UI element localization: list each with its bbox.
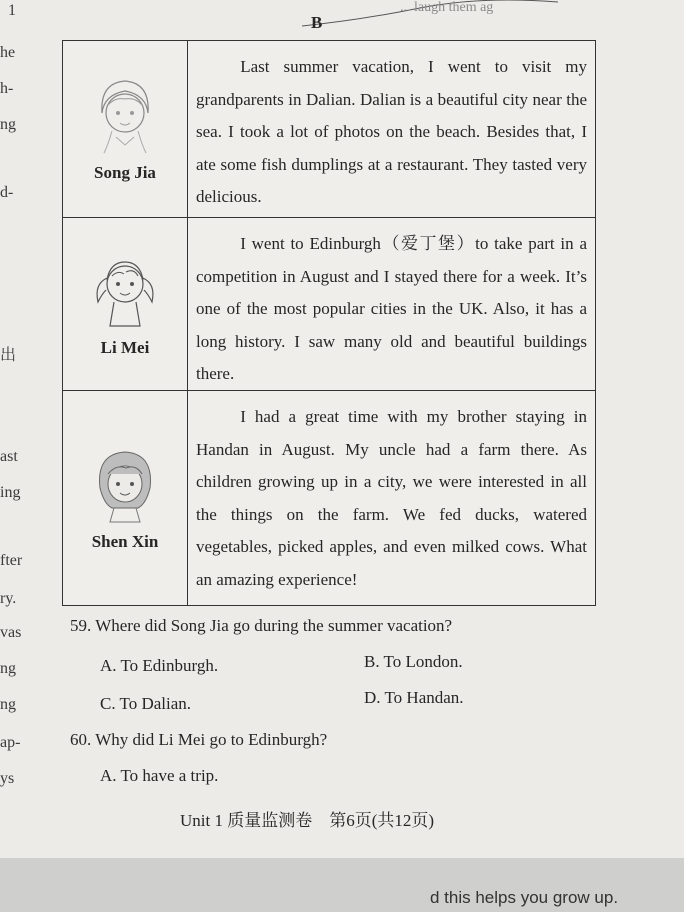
- gutter-fragment: ast: [0, 448, 18, 465]
- girl-with-bangs-sketch-icon: [90, 75, 160, 155]
- question-59-option-a[interactable]: A. To Edinburgh.: [100, 656, 219, 675]
- girl-with-pigtails-sketch-icon: [90, 250, 160, 330]
- gutter-fragment: ys: [0, 770, 15, 787]
- next-page-text: d this helps you grow up.: [430, 888, 619, 907]
- card-text: [188, 391, 595, 605]
- card-paragraph: I had a great time with my brother staying in Handan in August. My uncle had a farm there. As children growing up in a city, we were interested in all the things on the farm. We fed ducks, watered vegetables, picked apples, and even milked cows. What an amazing experience!: [196, 407, 587, 589]
- gutter-fragment: d-: [0, 184, 14, 201]
- gutter-fragment: ng: [0, 660, 16, 677]
- question-59-option-b[interactable]: B. To London.: [364, 652, 463, 671]
- section-label: B: [311, 13, 323, 32]
- card-shen-xin: [63, 391, 595, 605]
- left-gutter-fragments: [0, 0, 30, 858]
- gutter-fragment: he: [0, 44, 16, 61]
- card-text: [188, 41, 595, 217]
- avatar-name: Shen Xin: [91, 532, 159, 551]
- question-60-option-a[interactable]: A. To have a trip.: [100, 766, 219, 785]
- card-li-mei: [63, 218, 595, 391]
- gutter-fragment: 1: [8, 2, 16, 19]
- question-59-stem: 59. Where did Song Jia go during the summer vacation?: [70, 616, 453, 635]
- avatar-name: Song Jia: [94, 163, 156, 182]
- gutter-fragment: ap-: [0, 734, 21, 751]
- card-song-jia: [63, 41, 595, 218]
- avatar-cell: [63, 218, 188, 390]
- gutter-fragment: ry.: [0, 590, 17, 607]
- gutter-fragment: fter: [0, 552, 23, 569]
- card-paragraph: I went to Edinburgh（爱丁堡）to take part in a competition in August and I stayed there for a week. It’s one of the most popular cities in the UK. Also, it has a long history. I saw many old and beautiful buildings there.: [196, 234, 587, 383]
- question-60-stem: 60. Why did Li Mei go to Edinburgh?: [70, 730, 328, 749]
- reading-cards-table: [62, 40, 596, 606]
- girl-with-bob-hair-sketch-icon: [90, 444, 160, 524]
- page-footer: Unit 1 质量监测卷 第6页(共12页): [180, 811, 435, 830]
- gutter-fragment: ng: [0, 116, 16, 133]
- card-text: [188, 218, 595, 390]
- gutter-fragment: vas: [0, 624, 22, 641]
- question-59-option-d[interactable]: D. To Handan.: [364, 688, 464, 707]
- question-59-option-c[interactable]: C. To Dalian.: [100, 694, 192, 713]
- avatar-name: Li Mei: [100, 338, 150, 357]
- card-paragraph: Last summer vacation, I went to visit my grandparents in Dalian. Dalian is a beautiful city near the sea. I took a lot of photos on the beach. Besides that, I ate some fish dumplings at a restaurant. They tasted very delicious.: [196, 57, 587, 206]
- gutter-fragment: ng: [0, 696, 16, 713]
- avatar-cell: [63, 391, 188, 605]
- gutter-fragment: ing: [0, 484, 21, 501]
- faded-top-text: ... laugh them ag: [400, 0, 494, 15]
- gutter-fragment: 出: [0, 347, 17, 364]
- avatar-cell: [63, 41, 188, 217]
- gutter-fragment: h-: [0, 80, 14, 97]
